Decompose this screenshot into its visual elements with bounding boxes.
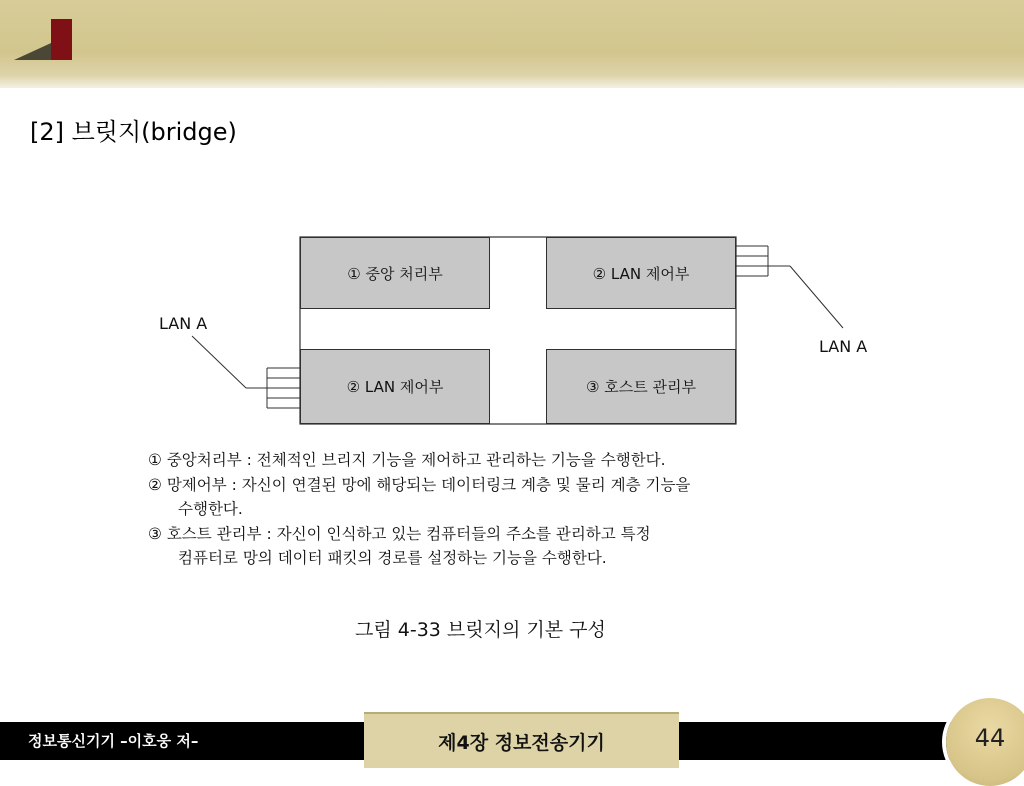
footer-book-title: 정보통신기기 –이호웅 저– — [28, 732, 199, 750]
lan-control-block-top: ② LAN 제어부 — [546, 237, 736, 309]
description-line: 컴퓨터로 망의 데이터 패킷의 경로를 설정하는 기능을 수행한다. — [178, 549, 607, 567]
page-number: 44 — [974, 724, 1006, 752]
central-processing-block: ① 중앙 처리부 — [300, 237, 490, 309]
description-list — [148, 448, 888, 571]
description-line: ③ 호스트 관리부 : 자신이 인식하고 있는 컴퓨터들의 주소를 관리하고 특정 — [148, 524, 651, 543]
lan-a-label-left: LAN A — [159, 314, 208, 333]
section-title: [2] 브릿지(bridge) — [30, 118, 237, 146]
diagram-lines — [150, 232, 890, 432]
description-line: ② 망제어부 : 자신이 연결된 망에 해당되는 데이터링크 계층 및 물리 계층 기능을 — [148, 475, 691, 494]
logo-square-shape — [51, 19, 72, 60]
lan-control-block-bottom: ② LAN 제어부 — [300, 349, 490, 424]
description-line: 수행한다. — [178, 500, 243, 518]
bridge-diagram — [150, 232, 890, 432]
lan-a-label-right: LAN A — [819, 337, 868, 356]
host-management-block: ③ 호스트 관리부 — [546, 349, 736, 424]
description-line: ① 중앙처리부 : 전체적인 브리지 기능을 제어하고 관리하는 기능을 수행한다. — [148, 451, 666, 469]
footer-chapter-tab: 제4장 정보전송기기 — [364, 712, 679, 768]
figure-caption: 그림 4-33 브릿지의 기본 구성 — [355, 619, 606, 641]
title-bar — [0, 0, 1024, 88]
